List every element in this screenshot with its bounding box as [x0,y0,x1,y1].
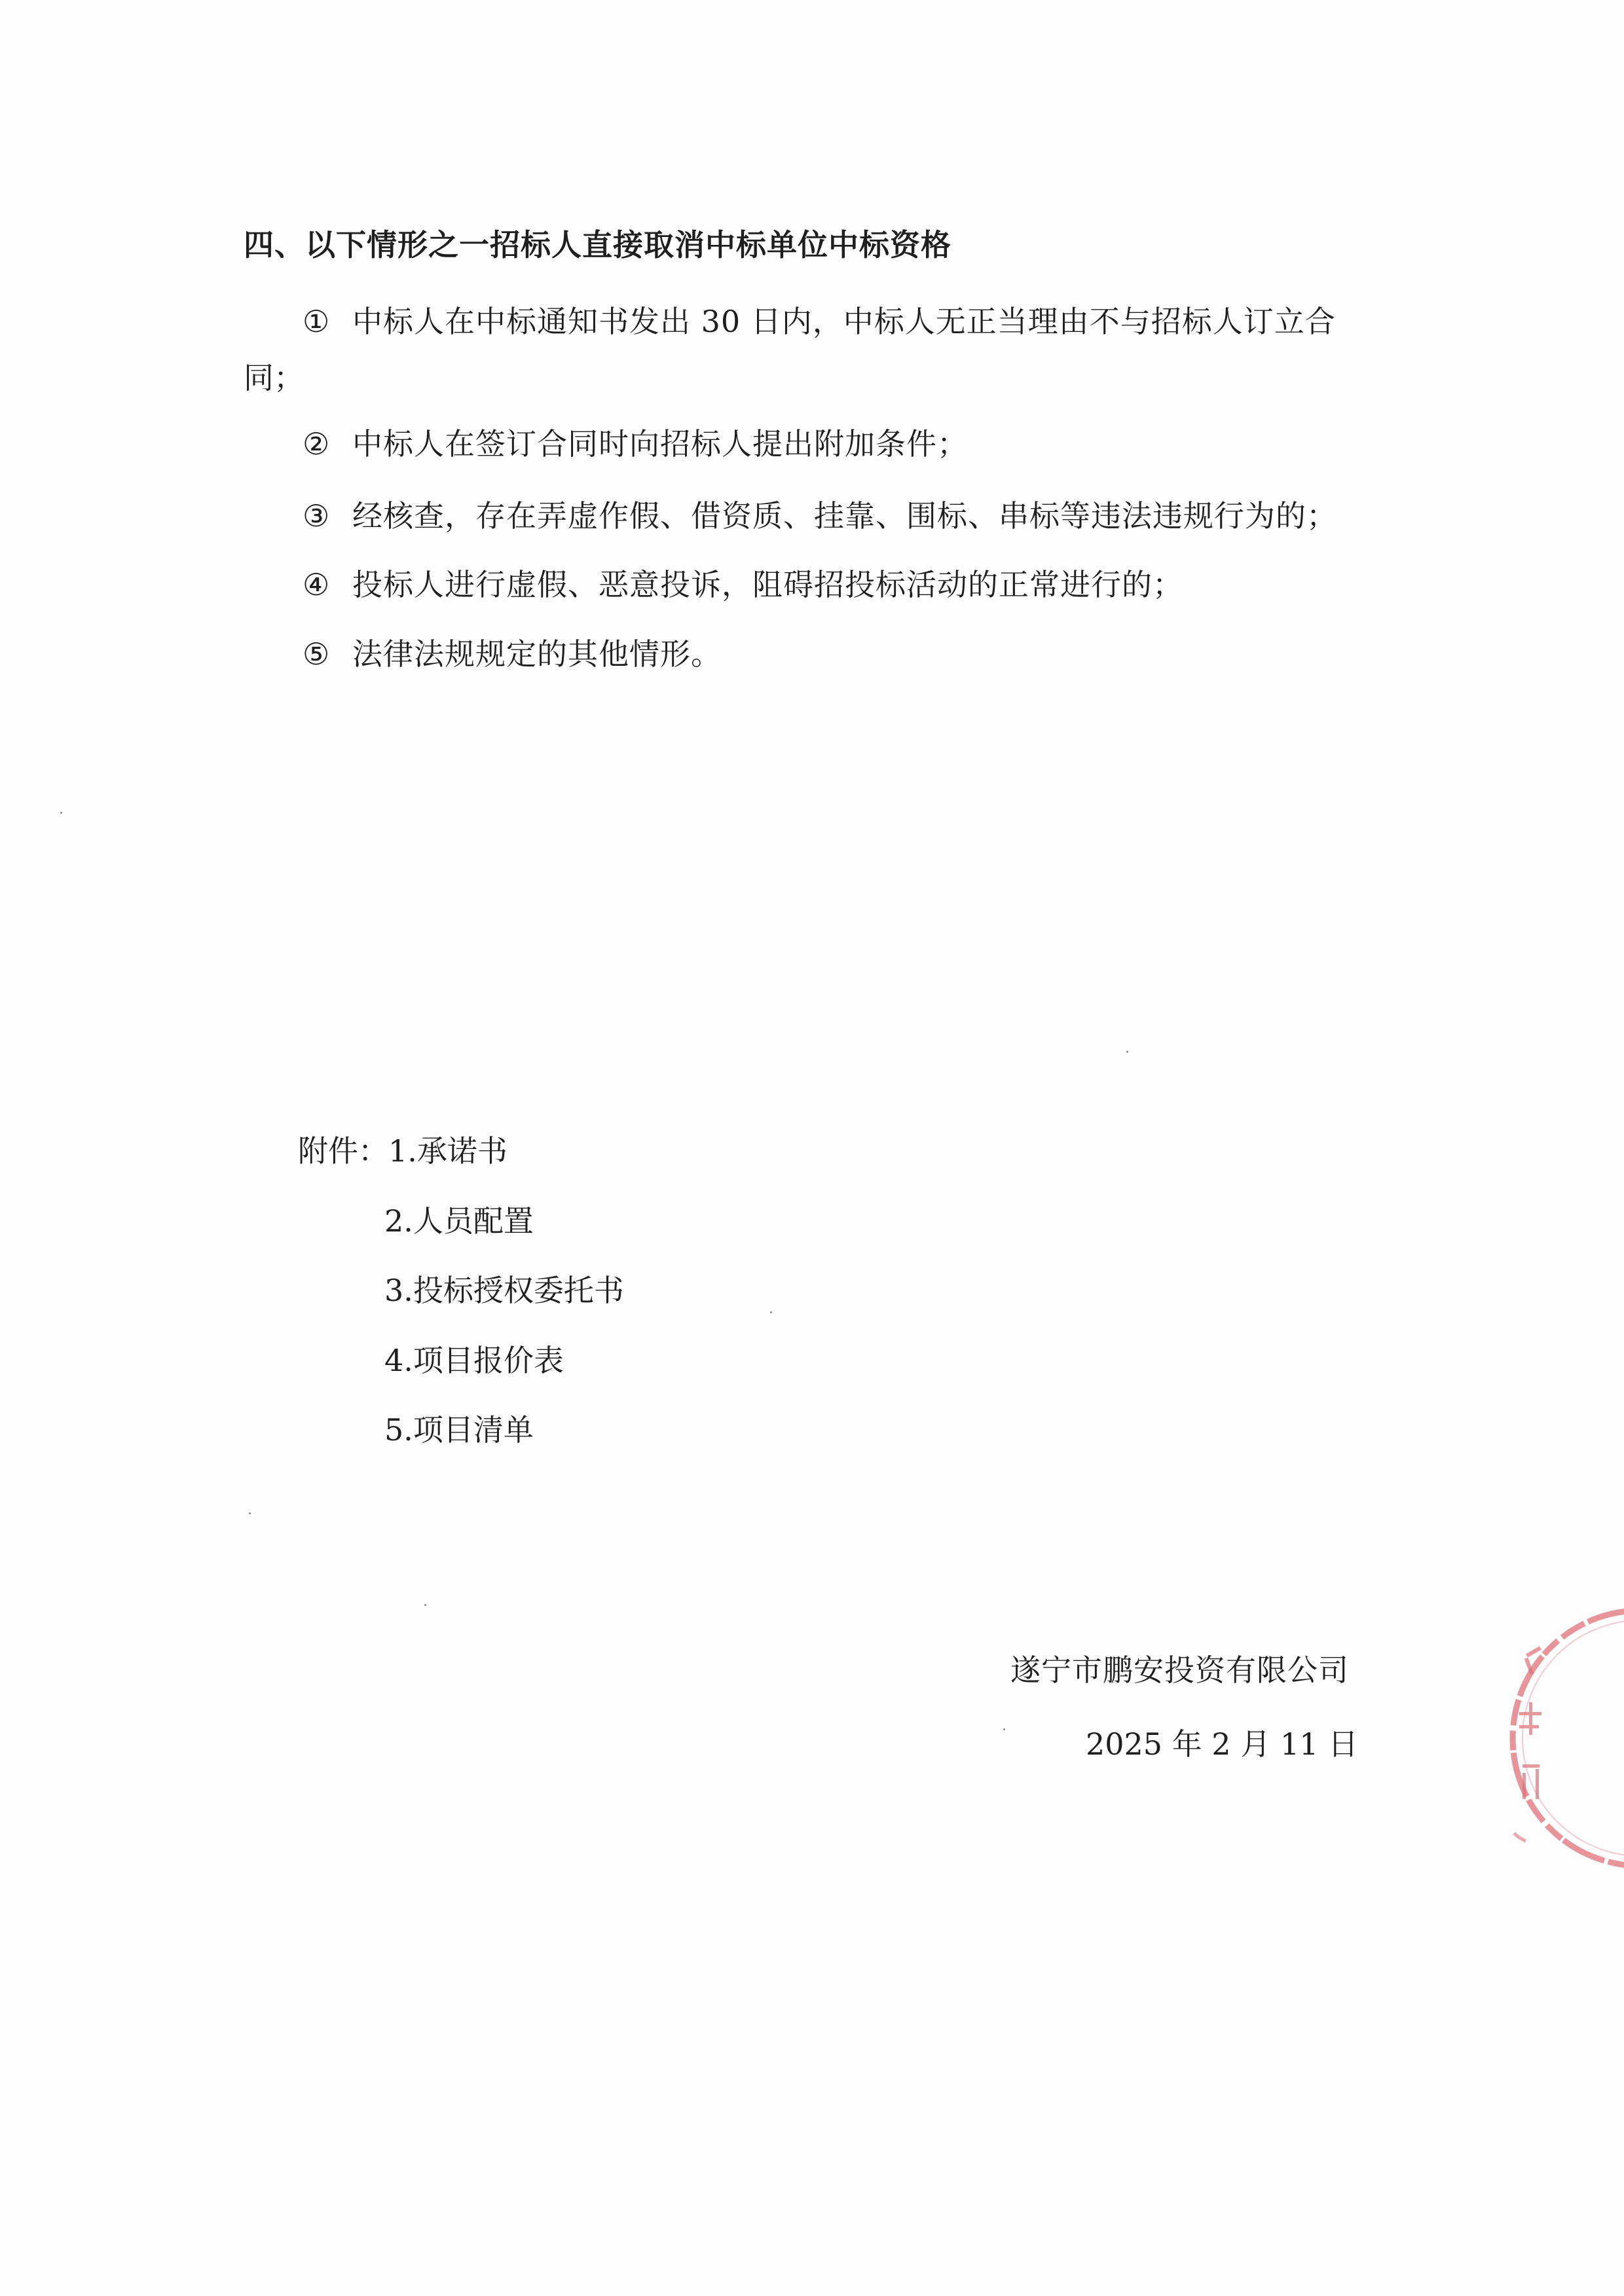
condition-item-4 [303,561,1183,604]
section-heading: 四、以下情形之一招标人直接取消中标单位中标资格 [244,227,951,263]
condition-item-1 [303,298,1336,341]
attachments-label [298,1127,507,1171]
item-marker: ① [303,304,331,339]
attachment-item-1: 1.承诺书 [388,1133,507,1169]
company-seal-stamp [1500,1597,1624,1872]
attachment-item-2: 2.人员配置 [384,1203,534,1239]
scan-speck [1126,1051,1128,1053]
item-text: 中标人在中标通知书发出 30 日内，中标人无正当理由不与招标人订立合 [352,304,1336,339]
condition-item-5 [303,630,722,674]
item-text: 法律法规规定的其他情形。 [352,636,722,672]
condition-item-1-continuation: 同； [244,360,304,395]
attachment-item-3: 3.投标授权委托书 [384,1273,624,1308]
item-marker: ② [303,426,331,462]
item-marker: ⑤ [303,636,331,672]
scan-speck [60,812,62,814]
condition-item-2 [303,420,968,464]
attachment-item-5: 5.项目清单 [384,1412,534,1448]
item-text: 投标人进行虚假、恶意投诉，阻碍招投标活动的正常进行的； [352,567,1183,602]
scan-speck [249,1512,251,1514]
attachments-label-text: 附件： [298,1133,388,1169]
item-text: 经核查，存在弄虚作假、借资质、挂靠、围标、串标等违法违规行为的； [352,498,1337,534]
condition-item-3 [303,492,1337,536]
issuer-organization: 遂宁市鹏安投资有限公司 [1010,1652,1349,1688]
issue-date: 2025 年 2 月 11 日 [1086,1726,1358,1762]
item-text: 中标人在签订合同时向招标人提出附加条件； [352,426,968,462]
scan-speck [424,1604,426,1606]
attachment-item-4: 4.项目报价表 [384,1343,564,1378]
item-marker: ④ [303,567,331,602]
scan-speck [770,1311,772,1313]
scan-speck [1003,1728,1005,1730]
item-marker: ③ [303,498,331,534]
